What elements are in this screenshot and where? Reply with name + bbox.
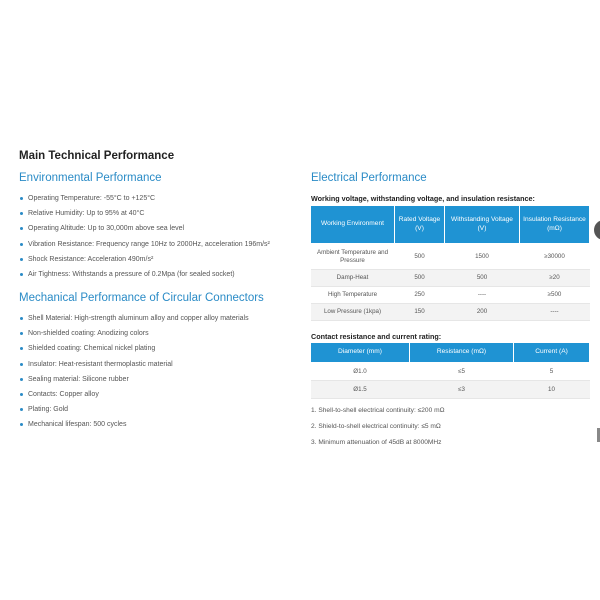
bullet-icon	[20, 197, 23, 200]
list-item: Non-shielded coating: Anodizing colors	[19, 326, 249, 341]
table-cell: 200	[445, 304, 520, 321]
table-cell: 5	[514, 363, 590, 381]
list-item: Shock Resistance: Acceleration 490m/s²	[19, 252, 270, 267]
bullet-icon	[20, 423, 23, 426]
table-cell: ≤3	[410, 381, 514, 399]
list-item: Operating Altitude: Up to 30,000m above sea level	[19, 221, 270, 236]
list-item: Relative Humidity: Up to 95% at 40°C	[19, 206, 270, 221]
bullet-icon	[20, 317, 23, 320]
list-item: Shell Material: High-strength aluminum alloy and copper alloy materials	[19, 311, 249, 326]
table-cell: Ø1.0	[311, 363, 410, 381]
column-header: Withstanding Voltage (V)	[445, 206, 520, 244]
contact-table	[310, 342, 590, 399]
table-cell: Ambient Temperature and Pressure	[311, 244, 395, 270]
bullet-icon	[20, 347, 23, 350]
environmental-title: Environmental Performance	[19, 172, 162, 184]
mechanical-title: Mechanical Performance of Circular Connectors	[19, 292, 264, 304]
bullet-icon	[20, 393, 23, 396]
column-header: Resistance (mΩ)	[410, 343, 514, 363]
mechanical-list	[19, 311, 249, 433]
list-item: Air Tightness: Withstands a pressure of 0.2Mpa (for sealed socket)	[19, 267, 270, 282]
list-item: Insulator: Heat-resistant thermoplastic material	[19, 357, 249, 372]
table-row	[311, 287, 590, 304]
environmental-list	[19, 191, 270, 282]
table-cell: 500	[445, 270, 520, 287]
table-cell: Low Pressure (1kpa)	[311, 304, 395, 321]
table-row	[311, 304, 590, 321]
note-item: 2. Shield-to-shell electrical continuity: ≤5 mΩ	[311, 423, 441, 430]
table-row	[311, 363, 590, 381]
bullet-icon	[20, 363, 23, 366]
table-cell: 150	[395, 304, 445, 321]
table-cell: ≥30000	[520, 244, 590, 270]
contact-table-heading: Contact resistance and current rating:	[311, 332, 442, 341]
bullet-icon	[20, 227, 23, 230]
bullet-icon	[20, 408, 23, 411]
table-cell: 250	[395, 287, 445, 304]
table-cell: Damp-Heat	[311, 270, 395, 287]
table-cell: 10	[514, 381, 590, 399]
table-row	[311, 244, 590, 270]
table-header-row	[311, 343, 590, 363]
list-item: Plating: Gold	[19, 402, 249, 417]
page-title: Main Technical Performance	[19, 150, 175, 162]
table-row	[311, 270, 590, 287]
table-cell: High Temperature	[311, 287, 395, 304]
column-header: Insulation Resistance (mΩ)	[520, 206, 590, 244]
table-row	[311, 381, 590, 399]
column-header: Rated Voltage (V)	[395, 206, 445, 244]
note-item: 3. Minimum attenuation of 45dB at 8000MHz	[311, 439, 442, 446]
column-header: Current (A)	[514, 343, 590, 363]
note-item: 1. Shell-to-shell electrical continuity: ≤200 mΩ	[311, 407, 445, 414]
table-cell: ----	[445, 287, 520, 304]
voltage-table	[310, 205, 590, 321]
electrical-title: Electrical Performance	[311, 172, 427, 184]
table-cell: ≤5	[410, 363, 514, 381]
list-item: Sealing material: Silicone rubber	[19, 372, 249, 387]
bullet-icon	[20, 273, 23, 276]
table-cell: 500	[395, 270, 445, 287]
table-cell: 1500	[445, 244, 520, 270]
bullet-icon	[20, 332, 23, 335]
table-cell: ≥500	[520, 287, 590, 304]
bullet-icon	[20, 258, 23, 261]
bullet-icon	[20, 243, 23, 246]
column-header: Working Environment	[311, 206, 395, 244]
voltage-table-heading: Working voltage, withstanding voltage, and insulation resistance:	[311, 194, 535, 203]
table-cell: 500	[395, 244, 445, 270]
table-cell: ≥20	[520, 270, 590, 287]
list-item: Contacts: Copper alloy	[19, 387, 249, 402]
list-item: Vibration Resistance: Frequency range 10Hz to 2000Hz, acceleration 196m/s²	[19, 237, 270, 252]
list-item: Shielded coating: Chemical nickel plating	[19, 341, 249, 356]
table-cell: ----	[520, 304, 590, 321]
list-item: Operating Temperature: -55°C to +125°C	[19, 191, 270, 206]
column-header: Diameter (mm)	[311, 343, 410, 363]
bullet-icon	[20, 212, 23, 215]
table-cell: Ø1.5	[311, 381, 410, 399]
table-header-row	[311, 206, 590, 244]
list-item: Mechanical lifespan: 500 cycles	[19, 417, 249, 432]
bullet-icon	[20, 378, 23, 381]
side-scroll-button[interactable]	[594, 220, 600, 240]
